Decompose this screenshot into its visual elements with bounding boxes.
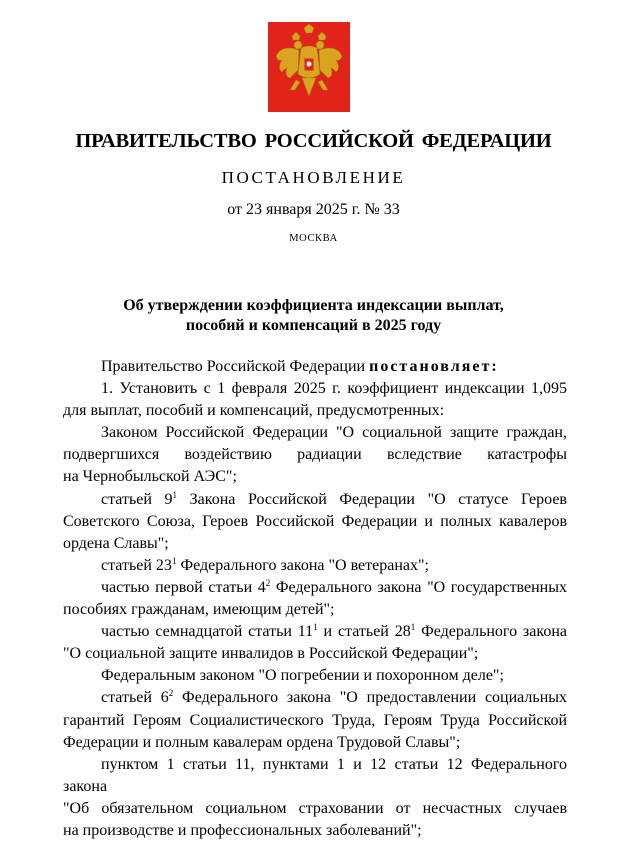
law-text: и статьей 28 [317,623,411,641]
intro-paragraph [63,356,567,378]
subject-line: пособий и компенсаций в 2025 году [185,317,442,334]
law-ref: частью первой статьи 4 [101,578,266,596]
law-text: Федерального закона [415,623,567,641]
law-line [63,489,567,511]
law-sup: 1 [313,622,318,633]
law-line: гарантий Героям Социалистического Труда, Героям Труда Российской [63,711,567,729]
law-sup: 1 [410,622,416,633]
law-line: на Чернобыльской АЭС"; [63,468,237,486]
law-line: Федерации и полным кавалерам ордена Трудовой Славы"; [63,733,461,751]
law-sup: 2 [265,577,271,588]
law-line: Законом Российской Федерации "О социальной защите граждан, [101,424,567,442]
gov-word: ФЕДЕРАЦИИ [421,130,552,152]
law-text: Закона Российской Федерации "О статусе Героев [177,490,567,508]
law-line [63,621,567,643]
law-line [63,687,567,709]
document-subject [0,296,627,336]
coat-of-arms-emblem [268,22,350,112]
paragraph-line: для выплат, пособий и компенсаций, предусмотренных: [63,402,445,420]
law-ref: статьей 9 [101,490,173,508]
law-line: пунктом 1 статьи 11, пунктами 1 и 12 статьи 12 Федерального закона [63,755,567,795]
law-line [63,555,567,577]
document-city: МОСКВА [289,233,338,244]
law-line: Федеральным законом "О погребении и похоронном деле"; [101,667,504,685]
law-text: Федерального закона "О предоставлении социальных [173,689,568,707]
subject-line: Об утверждении коэффициента индексации выплат, [123,297,504,314]
law-ref: статьей 23 [101,556,172,574]
paragraph-line: 1. Установить с 1 февраля 2025 г. коэффициент индексации 1,095 [101,380,567,398]
law-line: подвергшихся воздействию радиации вследствие катастрофы [63,446,567,464]
document-type: ПОСТАНОВЛЕНИЕ [221,168,406,187]
government-title [0,130,627,153]
law-line [63,577,567,599]
decree-word: постановляет: [369,358,499,375]
gov-word: ПРАВИТЕЛЬСТВО [75,130,257,152]
law-line: "О социальной защите инвалидов в Российской Федерации"; [63,645,479,663]
gov-word: РОССИЙСКОЙ [264,130,414,152]
law-sup: 2 [168,688,174,699]
law-line: ордена Славы"; [63,534,169,552]
law-sup: 1 [172,489,178,500]
document-body [63,356,567,842]
law-text: Федерального закона "О государственных [270,578,567,596]
law-line: Советского Союза, Героев Российской Федерации и полных кавалеров [63,512,567,530]
law-line: на производстве и профессиональных заболеваний"; [63,821,422,839]
law-text: Федерального закона "О ветеранах"; [176,556,429,574]
law-line: пособиях гражданам, имеющим детей"; [63,601,335,619]
law-line: "Об обязательном социальном страховании от несчастных случаев [63,799,567,817]
law-ref: статьей 6 [101,689,169,707]
law-sup: 1 [171,555,177,566]
law-ref: частью семнадцатой статьи 11 [101,623,314,641]
document-date: от 23 января 2025 г. № 33 [227,201,400,218]
intro-text: Правительство Российской Федерации [101,358,366,375]
